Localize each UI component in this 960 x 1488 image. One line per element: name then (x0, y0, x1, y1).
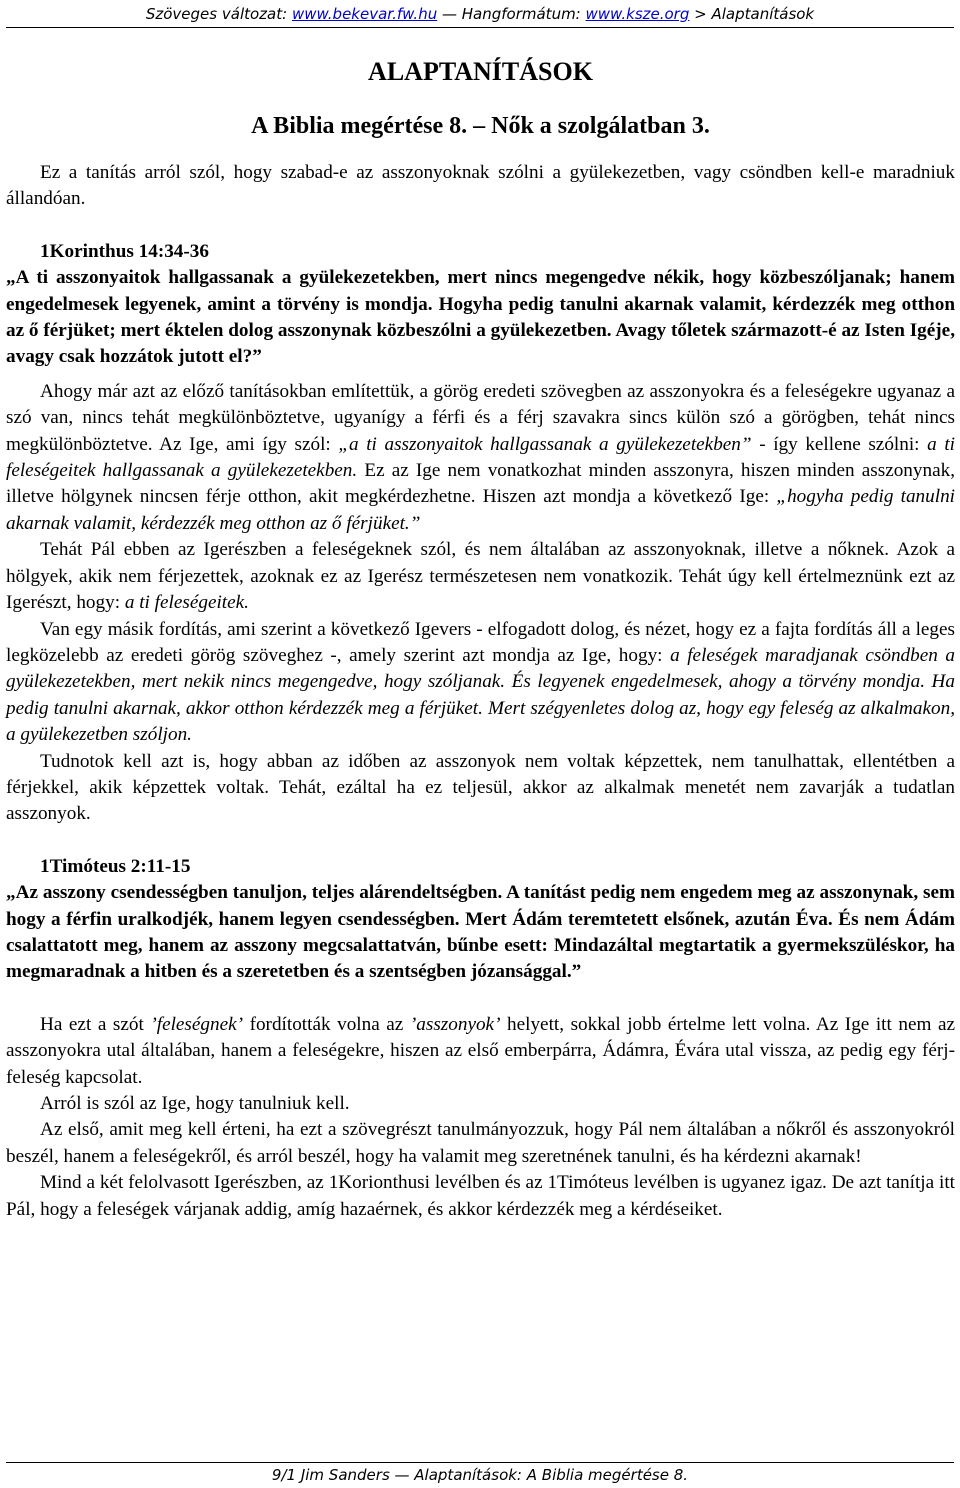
body-paragraph-1 (6, 379, 955, 537)
scripture-quote-1: „A ti asszonyaitok hallgassanak a gyülekezetekben, mert nincs megengedve nékik, hogy közbeszóljanak; hanem engedelmesek legyenek, amint a törvény is mondja. Hogyha pedig tanulni akarnak valamit, kérdezzék meg otthon az ő férjüket; mert éktelen dolog asszonynak közbeszólni a gyülekezetben. Avagy tőletek származott-é az Isten Igéje, avagy csak hozzátok jutott el?” (6, 267, 955, 368)
p3-quote-b: a feleségek maradjanak csöndben a gyülekezetekben, mert nekik nincs megengedve, hogy szóljanak. És legyenek engedelmesek, ahogy a törvény mondja. Ha pedig tanulni akarnak, akkor otthon kérdezzék meg a férjüket. Mert szégyenletes dolog az, hogy egy feleség az alkalmakon, a gyülekezetben szóljon. (6, 644, 955, 746)
page-header (0, 4, 960, 24)
body-paragraph-3 (6, 617, 955, 749)
p1-text-e: Ez az Ige nem vonatkozhat minden asszonyra, hiszen minden asszonynak, illetve hölgynek nincsen férje otthon, akit megkérdezhetne. Hiszen azt mondja a következő Ige: (6, 460, 955, 508)
header-divider (6, 27, 954, 28)
bekevar-link[interactable]: www.bekevar.fw.hu (291, 5, 438, 23)
p2-text-a: Tehát Pál ebben az Igerészben a feleségeknek szól, és nem általában az asszonyoknak, illetve a nőknek. Azok a hölgyek, akik nem férjezettek, azoknak ez az Igerész természetesen nem vonatkozik. Tehát úgy kell értelmeznünk ezt az Igerészt, hogy: (6, 539, 955, 614)
p5-text-a: Ha ezt a szót (40, 1013, 151, 1035)
p1-quote-a: „a ti asszonyaitok hallgassanak a gyülekezetekben” (338, 433, 752, 455)
body-paragraph-2 (6, 537, 955, 616)
scripture-reference-1: 1Korinthus 14:34-36 (40, 240, 209, 262)
header-suffix: > Alaptanítások (689, 5, 815, 23)
p1-quote-d: a ti feleségeitek hallgassanak a gyülekezetekben. (6, 433, 955, 482)
header-prefix: Szöveges változat: (145, 5, 292, 23)
scripture-reference-2: 1Timóteus 2:11-15 (40, 855, 191, 877)
body-paragraph-5 (6, 1012, 955, 1091)
document-body (6, 52, 955, 1223)
document-title: ALAPTANÍTÁSOK (368, 57, 593, 86)
p2-quote-b: a ti feleségeitek. (124, 592, 249, 614)
scripture-quote-2: „Az asszony csendességben tanuljon, teljes alárendeltségben. A tanítást pedig nem engedem meg az asszonynak, sem hogy a férfin uralkodjék, hanem legyen csendességben. Mert Ádám teremtetett elsőnek, azután Éva. És nem Ádám csalattatott meg, hanem az asszony megcsalattatván, bűnbe esett: Mindazáltal megtartatik a gyermekszüléskor, ha megmaradnak a hitben és a szeretetben és a szentségben józansággal.” (6, 882, 955, 983)
p1-text-c: - így kellene szólni: (751, 433, 928, 455)
p1-quote-f: „hogyha pedig tanulni akarnak valamit, kérdezzék meg otthon az ő férjüket.” (6, 486, 956, 534)
intro-paragraph: Ez a tanítás arról szól, hogy szabad-e az asszonyoknak szólni a gyülekezetben, vagy csöndben kell-e maradniuk állandóan. (6, 162, 955, 210)
ksze-link[interactable]: www.ksze.org (585, 5, 690, 23)
p1-text-a: Ahogy már azt az előző tanításokban említettük, a görög eredeti szövegben az asszonyokra és a feleségekre ugyanaz a szó van, nincs tehát megkülönböztetve, ugyanígy a férfi és a férj szavakra sincs külön szó a görögben, tehát nincs megkülönböztetve. Az Ige, ami így szól: (6, 380, 955, 455)
body-paragraph-4: Tudnotok kell azt is, hogy abban az időben az asszonyok nem voltak képzettek, nem tanulhattak, ellentétben a férjekkel, akik képzettek voltak. Tehát, ezáltal ha ez teljesül, akkor az alkalmak menetét nem zavarják a tudatlan asszonyok. (6, 750, 955, 825)
p5-text-e: helyett, sokkal jobb értelme lett volna. Az Ige itt nem az asszonyokra utal általában, hanem a feleségekre, hiszen az első emberpárra, Ádámra, Évára utal vissza, az pedig egy férj-feleség kapcsolat. (6, 1013, 955, 1088)
p3-text-a: Van egy másik fordítás, ami szerint a következő Igevers - elfogadott dolog, és nézet, hogy ez a fajta fordítás áll a leges legközelebb az eredeti görög szöveghez -, amely szerint azt mondja az Ige, hogy: (6, 618, 955, 666)
p5-word-d: ’asszonyok’ (409, 1013, 501, 1035)
footer-divider (6, 1462, 954, 1463)
p5-word-b: ’feleségnek’ (150, 1013, 244, 1035)
body-paragraph-8: Mind a két felolvasott Igerészben, az 1Korionthusi levélben és az 1Timóteus levélben is ugyanez igaz. De azt tanítja itt Pál, hogy a feleségek várjanak addig, amíg hazaérnek, és akkor kérdezzék meg a kérdéseiket. (6, 1172, 955, 1220)
header-middle: — Hangformátum: (437, 5, 586, 23)
body-paragraph-7: Az első, amit meg kell érteni, ha ezt a szövegrészt tanulmányozzuk, hogy Pál nem általában a nőkről és asszonyokról beszél, hanem a feleségekről, és arról beszél, hogy ha valamit meg szeretnének tanulni, és ha kérdezni akarnak! (6, 1119, 955, 1167)
body-paragraph-6: Arról is szól az Ige, hogy tanulniuk kell. (40, 1093, 350, 1114)
document-subtitle: A Biblia megértése 8. – Nők a szolgálatban 3. (251, 113, 710, 139)
page-footer: 9/1 Jim Sanders — Alaptanítások: A Biblia megértése 8. (271, 1466, 689, 1484)
p5-text-c: fordították volna az (243, 1013, 410, 1035)
